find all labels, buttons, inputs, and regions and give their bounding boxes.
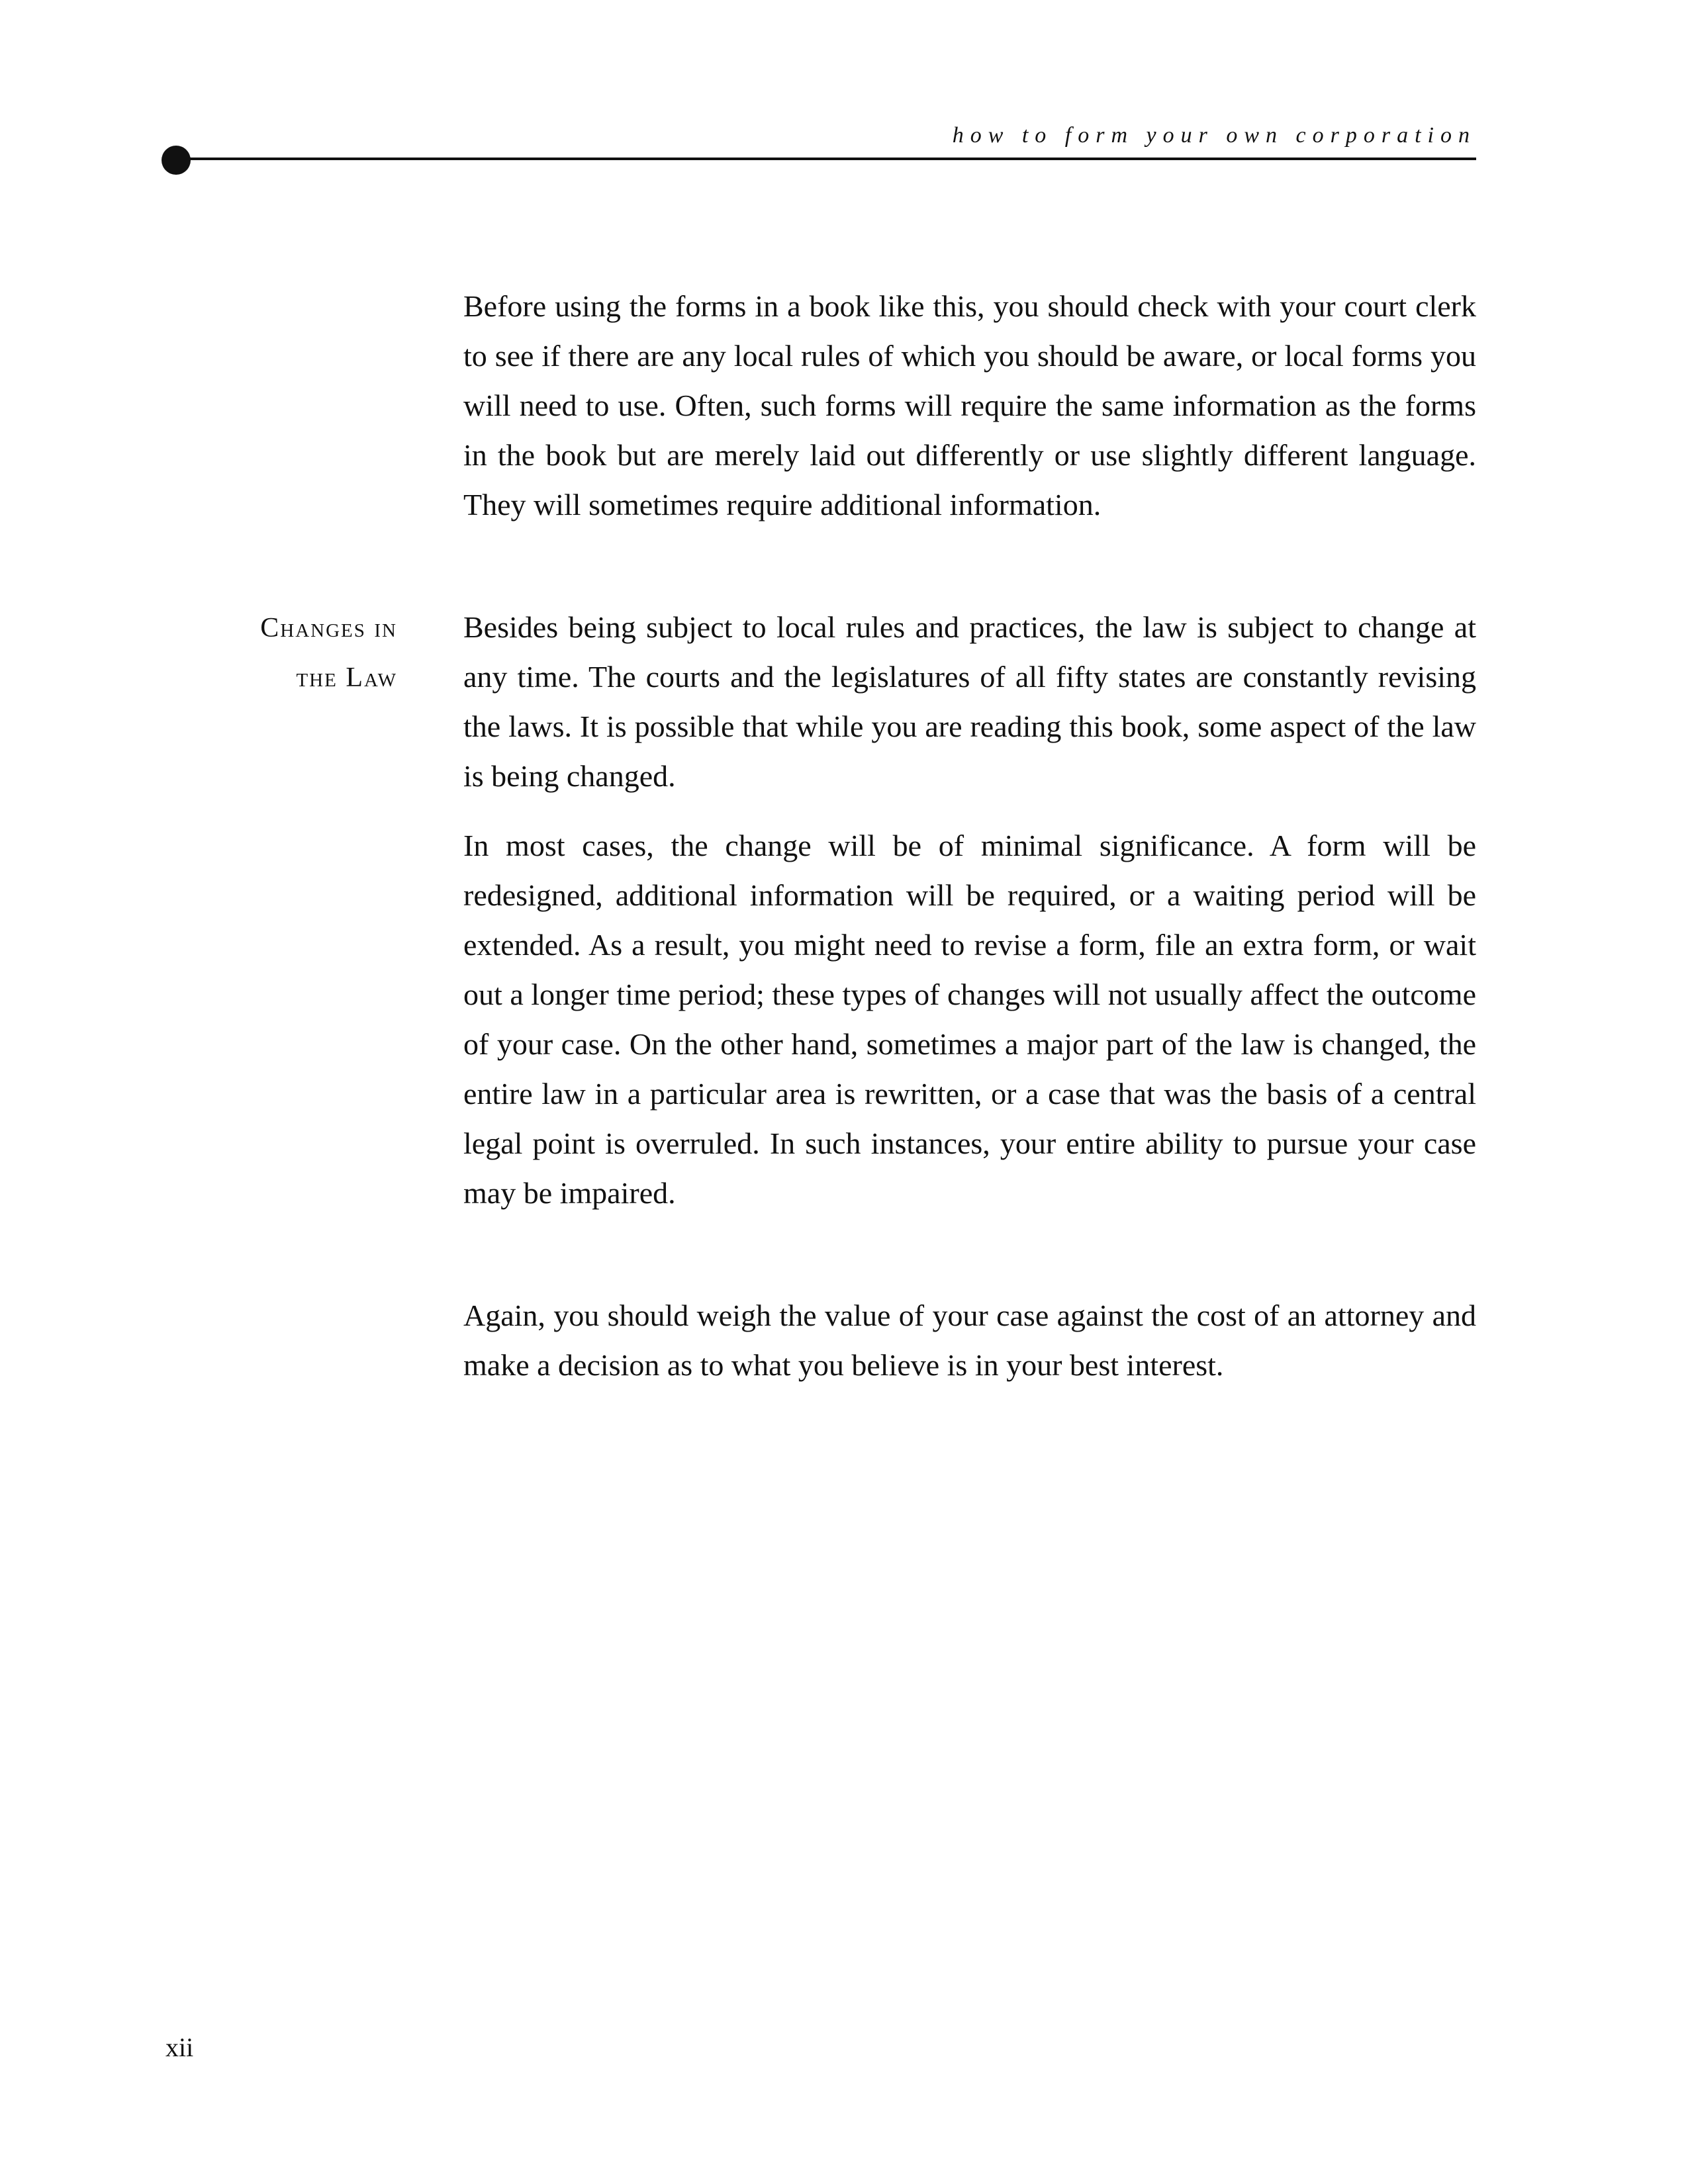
- margin-heading: [165, 604, 397, 703]
- margin-heading-line2: the Law: [296, 662, 397, 693]
- paragraph-4: Again, you should weigh the value of your case against the cost of an attorney and make a decision as to what you believe is in your best interest.: [463, 1298, 1476, 1382]
- header-rule-dot: [162, 146, 191, 175]
- running-head: how to form your own corporation: [952, 123, 1476, 148]
- page-number: xii: [165, 2032, 194, 2062]
- header-rule: [171, 158, 1476, 160]
- paragraph-1: Before using the forms in a book like this, you should check with your court clerk to see if there are any local rules of which you should be aware, or local forms you will need to use. Often, such forms will require the same information as the forms in the book but are merely laid out differently or use slightly different language. They will sometimes require additional information.: [463, 289, 1476, 522]
- paragraph-2: Besides being subject to local rules and practices, the law is subject to change at any time. The courts and the legislatures of all fifty states are constantly revising the laws. It is possible that while you are reading this book, some aspect of the law is being changed.: [463, 610, 1476, 793]
- paragraph-3: In most cases, the change will be of minimal significance. A form will be redesigned, additional information will be required, or a waiting period will be extended. As a result, you might need to revise a form, file an extra form, or wait out a longer time period; these types of changes will not usually affect the outcome of your case. On the other hand, sometimes a major part of the law is changed, the entire law in a particular area is rewritten, or a case that was the basis of a central legal point is overruled. In such instances, your entire ability to pursue your case may be impaired.: [463, 829, 1476, 1210]
- margin-heading-line1: Changes in: [260, 613, 397, 643]
